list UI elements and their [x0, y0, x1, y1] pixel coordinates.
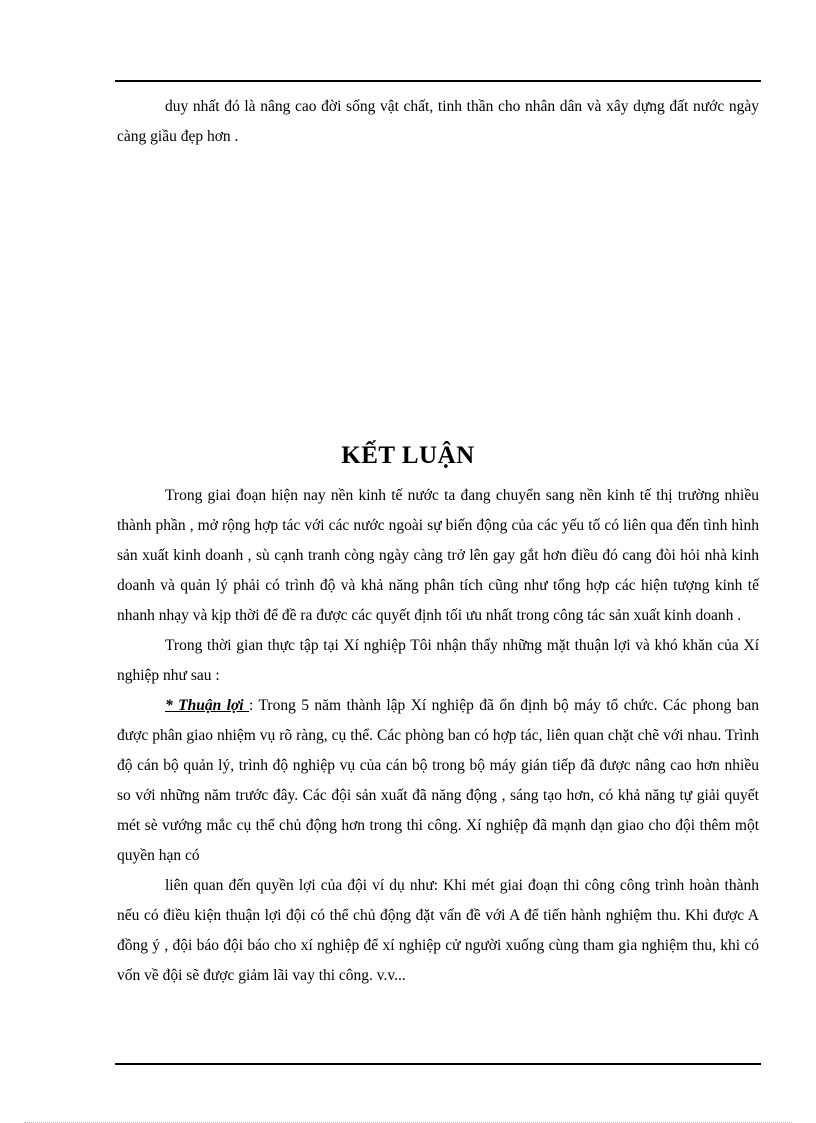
- conclusion-paragraph-1: Trong giai đoạn hiện nay nền kinh tế nước ta đang chuyển sang nền kinh tế thị trường nhiều thành phần , mở rộng hợp tác với các nước ngoài sự biến động của các yếu tố có liên qua đến tình hình sản xuất kinh doanh , sù cạnh tranh còng ngày càng trở lên gay gắt hơn điều đó cang đòi hỏi nhà kinh doanh và quản lý phải có trình độ và khả năng phân tích cũng như tổng hợp các hiện tượng kinh tế nhanh nhạy và kịp thời để đề ra được các quyết định tối ưu nhất trong công tác sản xuất kinh doanh .: [117, 487, 759, 624]
- header-rule: [115, 80, 761, 82]
- advantages-heading: * Thuận lợi: [165, 697, 250, 714]
- continued-paragraph: duy nhất đó là nâng cao đời sống vật chất, tinh thần cho nhân dân và xây dựng đất nước ngày càng giầu đẹp hơn .: [117, 98, 759, 145]
- advantages-paragraph: [117, 691, 759, 871]
- footer-rule: [115, 1063, 761, 1065]
- conclusion-paragraph-4: liên quan đến quyền lợi của đội ví dụ như: Khi mét giai đoạn thi công công trình hoàn thành nếu có điều kiện thuận lợi đội có thể chủ động đặt vấn đề với A để tiến hành nghiệm thu. Khi được A đồng ý , đội báo đội báo cho xí nghiệp để xí nghiệp cử người xuống cùng tham gia nghiệm thu, khi có vốn về đội sẽ được giảm lãi vay thi công. v.v...: [117, 877, 759, 984]
- conclusion-paragraph-2: Trong thời gian thực tập tại Xí nghiệp Tôi nhận thấy những mặt thuận lợi và khó khăn của Xí nghiệp như sau :: [117, 637, 759, 684]
- section-title: KẾT LUẬN: [341, 442, 475, 469]
- continued-text-block: [117, 92, 759, 152]
- advantages-text: : Trong 5 năm thành lập Xí nghiệp đã ổn định bộ máy tổ chức. Các phong ban được phân giao nhiệm vụ rõ ràng, cụ thể. Các phòng ban có hợp tác, liên quan chặt chẽ với nhau. Trình độ cán bộ quản lý, trình độ nghiệp vụ của cán bộ trong bộ máy gián tiếp đã được nâng cao hơn nhiều so với những năm trước đây. Các đội sản xuất đã năng động , sáng tạo hơn, có khả năng tự giải quyết mét sè vướng mắc cụ thể chủ động hơn trong thi công. Xí nghiệp đã mạnh dạn giao cho đội thêm một quyền hạn có: [117, 697, 759, 864]
- conclusion-body: [117, 481, 759, 991]
